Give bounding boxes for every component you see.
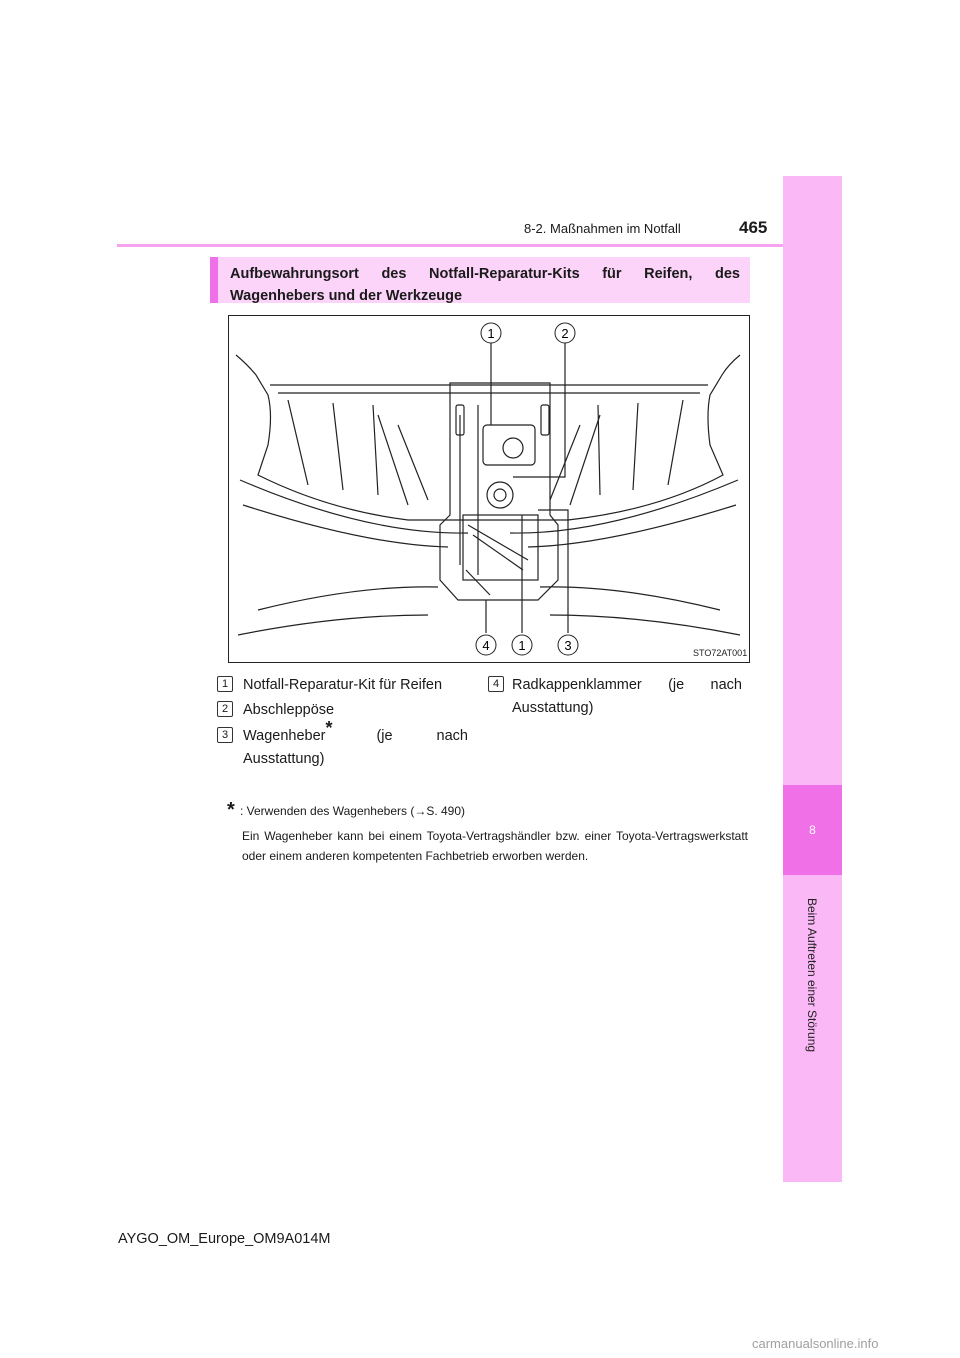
header-rule	[117, 244, 841, 247]
note-reference[interactable]: : Verwenden des Wagenhebers (→S. 490)	[240, 804, 466, 818]
chapter-title: Beim Auftreten einer Störung	[805, 897, 819, 1053]
note-star: *	[227, 799, 235, 821]
svg-text:4: 4	[482, 638, 490, 653]
legend-number-1: 1	[217, 676, 233, 692]
figure-callout-4	[476, 635, 496, 655]
callout-title: Aufbewahrungsort des Notfall-Reparatur-Kits für Reifen, des Wagenhebers und der Werkzeuge	[230, 266, 740, 304]
svg-text:1: 1	[487, 326, 495, 341]
figure-code: STO72AT001	[693, 648, 748, 658]
legend-text-2: Abschleppöse	[243, 702, 335, 718]
figure-callout-3	[558, 635, 578, 655]
page-number: 465	[739, 218, 768, 237]
legend-text-3	[243, 718, 468, 771]
figure-callout-1-top	[481, 323, 501, 343]
figure-callout-1-bottom	[512, 635, 532, 655]
footnote-marker: *	[325, 718, 333, 739]
trunk-illustration	[228, 315, 750, 663]
note-body: Ein Wagenheber kann bei einem Toyota-Vertragshändler bzw. einer Toyota-Vertragswerkstatt oder einem anderen kompetenten Fachbetrieb erworben werden.	[242, 829, 748, 863]
legend-number-2: 2	[217, 701, 233, 717]
legend-text-1: Notfall-Reparatur-Kit für Reifen	[243, 677, 443, 693]
callout-heading	[210, 257, 750, 303]
chapter-number: 8	[809, 823, 816, 837]
chapter-number-tab[interactable]	[783, 785, 842, 875]
document-code: AYGO_OM_Europe_OM9A014M	[118, 1231, 331, 1247]
figure-callout-2	[555, 323, 575, 343]
legend-text-4: Radkappenklammer (je nach Ausstattung)	[512, 677, 742, 716]
svg-text:3: 3	[564, 638, 572, 653]
legend-number-3: 3	[217, 727, 233, 743]
legend-number-4: 4	[488, 676, 504, 692]
section-title: 8-2. Maßnahmen im Notfall	[524, 221, 681, 236]
watermark: carmanualsonline.info	[752, 1336, 879, 1351]
legend-text-3-label: Wagenheber	[243, 728, 326, 744]
svg-text:2: 2	[561, 326, 569, 341]
svg-text:1: 1	[518, 638, 526, 653]
legend-text-3-suffix: (je nach Ausstattung)	[243, 728, 468, 767]
